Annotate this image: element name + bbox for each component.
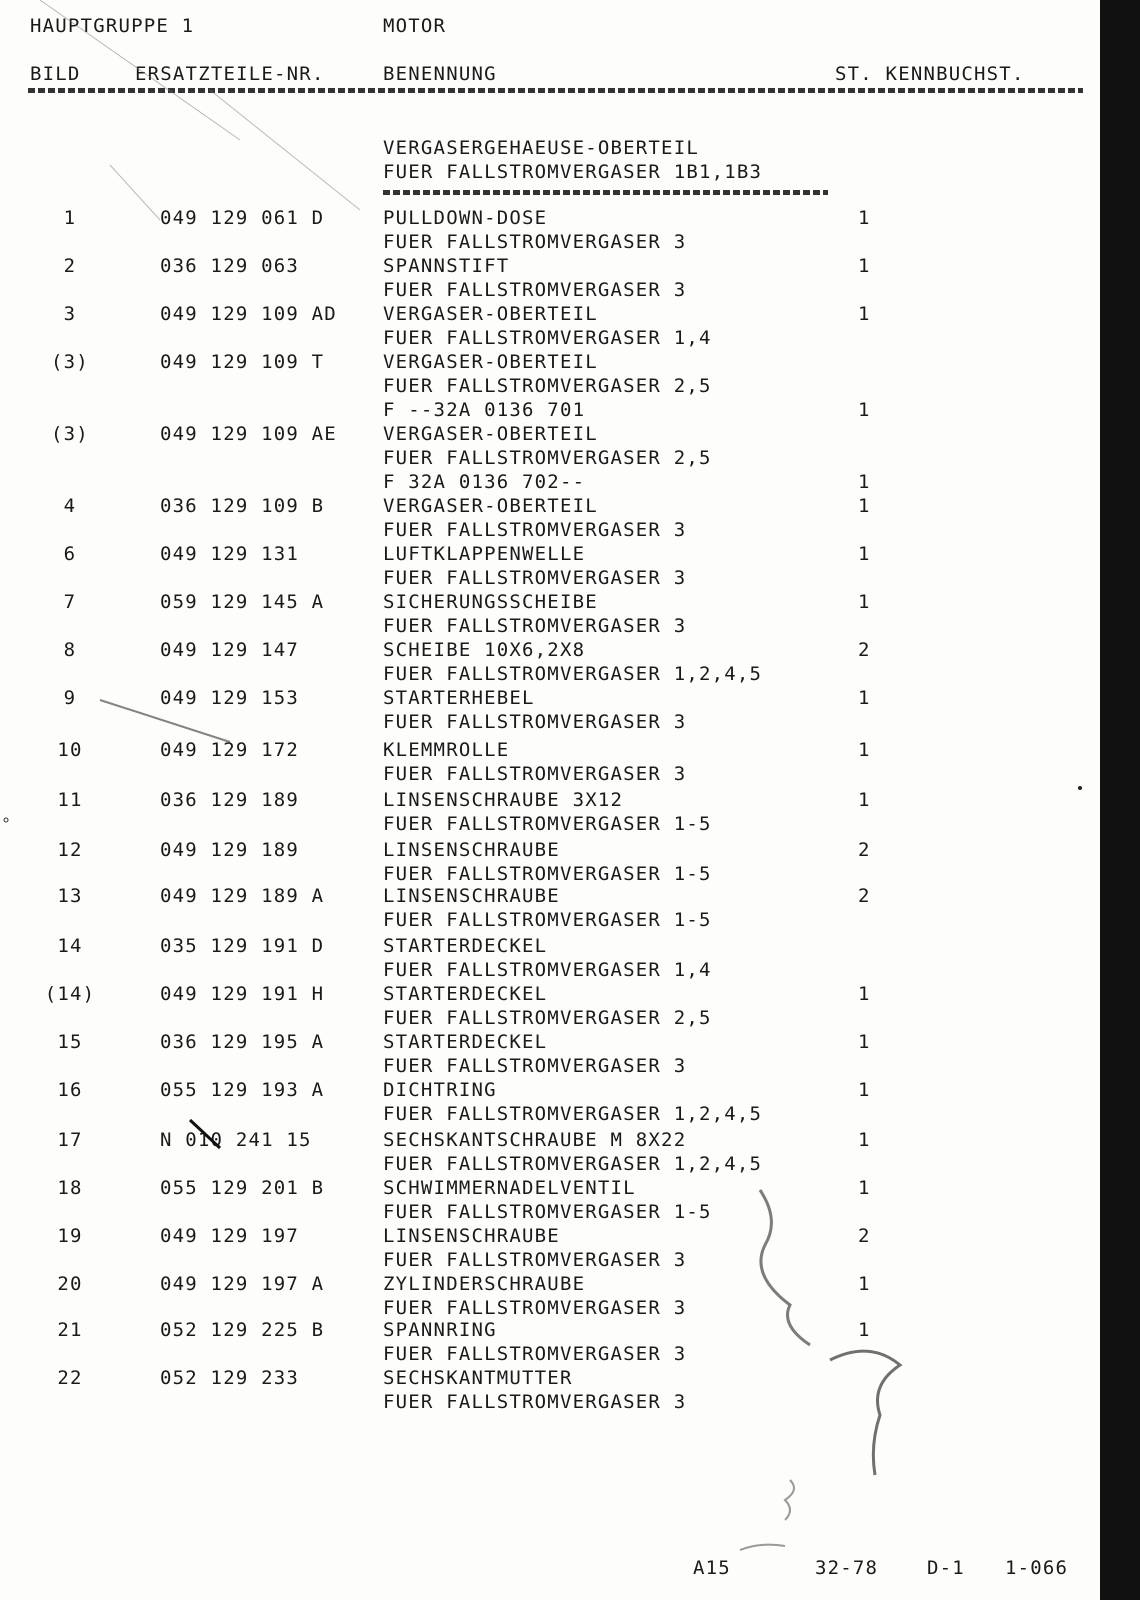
item-quantity: 1: [858, 255, 871, 277]
item-name: SICHERUNGSSCHEIBE: [383, 591, 598, 613]
item-bild: 16: [57, 1079, 83, 1101]
item-part-number: 035 129 191 D: [160, 935, 325, 957]
item-bild: 15: [57, 1031, 83, 1053]
item-bild: (3): [51, 423, 89, 445]
item-bild: 18: [57, 1177, 83, 1199]
item-bild: 1: [63, 207, 77, 229]
item-part-number: 059 129 145 A: [160, 591, 325, 613]
item-name: VERGASER-OBERTEIL: [383, 351, 598, 373]
item-quantity: 1: [858, 1031, 871, 1053]
item-bild: 11: [57, 789, 83, 811]
item-name: LINSENSCHRAUBE: [383, 839, 560, 861]
item-usage: FUER FALLSTROMVERGASER 1-5: [383, 813, 712, 835]
item-usage: FUER FALLSTROMVERGASER 1,2,4,5: [383, 1153, 763, 1175]
item-part-number: 036 129 109 B: [160, 495, 325, 517]
item-name: DICHTRING: [383, 1079, 497, 1101]
item-part-number: 049 129 147: [160, 639, 300, 661]
item-part-number: 049 129 109 AE: [160, 423, 337, 445]
footer-page-number: 1-066: [1005, 1557, 1069, 1579]
item-part-number: 049 129 197 A: [160, 1273, 325, 1295]
footer-date: 32-78: [815, 1557, 879, 1579]
footer-language: D-1: [927, 1557, 965, 1579]
item-bild: 3: [63, 303, 77, 325]
item-usage: FUER FALLSTROMVERGASER 3: [383, 1391, 687, 1413]
item-usage: FUER FALLSTROMVERGASER 3: [383, 279, 687, 301]
group-name: MOTOR: [383, 15, 447, 37]
item-quantity: 1: [858, 1079, 871, 1101]
item-quantity: 1: [858, 399, 871, 421]
item-part-number: 049 129 153: [160, 687, 300, 709]
column-header-name: BENENNUNG: [383, 63, 497, 85]
item-usage: FUER FALLSTROMVERGASER 1,2,4,5: [383, 1103, 763, 1125]
item-name: VERGASER-OBERTEIL: [383, 495, 598, 517]
item-part-number: 049 129 189: [160, 839, 300, 861]
item-part-number: 049 129 197: [160, 1225, 300, 1247]
item-name: STARTERDECKEL: [383, 1031, 548, 1053]
item-part-number: N 010 241 15: [160, 1129, 312, 1151]
item-part-number: 036 129 195 A: [160, 1031, 325, 1053]
item-bild: 10: [57, 739, 83, 761]
item-usage: FUER FALLSTROMVERGASER 2,5: [383, 375, 712, 397]
item-name: KLEMMROLLE: [383, 739, 510, 761]
item-bild: (14): [44, 983, 96, 1005]
item-part-number: 049 129 109 AD: [160, 303, 337, 325]
item-part-number: 049 129 172: [160, 739, 300, 761]
item-name: STARTERDECKEL: [383, 983, 548, 1005]
item-bild: (3): [51, 351, 89, 373]
section-title: VERGASERGEHAEUSE-OBERTEIL: [383, 137, 699, 159]
item-bild: 8: [63, 639, 77, 661]
item-name: SECHSKANTSCHRAUBE M 8X22: [383, 1129, 687, 1151]
item-usage: FUER FALLSTROMVERGASER 2,5: [383, 1007, 712, 1029]
item-serial-range: F 32A 0136 702--: [383, 471, 586, 493]
group-label: HAUPTGRUPPE 1: [30, 15, 195, 37]
item-usage: FUER FALLSTROMVERGASER 2,5: [383, 447, 712, 469]
item-quantity: 1: [858, 207, 871, 229]
item-quantity: 1: [858, 495, 871, 517]
item-bild: 13: [57, 885, 83, 907]
item-part-number: 049 129 189 A: [160, 885, 325, 907]
item-part-number: 052 129 233: [160, 1367, 300, 1389]
item-name: VERGASER-OBERTEIL: [383, 423, 598, 445]
item-bild: 4: [63, 495, 77, 517]
item-name: LINSENSCHRAUBE: [383, 885, 560, 907]
item-quantity: 2: [858, 885, 871, 907]
item-quantity: 1: [858, 983, 871, 1005]
column-header-quantity: ST. KENNBUCHST.: [835, 63, 1025, 85]
scan-edge-shadow: [1100, 0, 1140, 1600]
item-bild: 19: [57, 1225, 83, 1247]
item-quantity: 1: [858, 471, 871, 493]
item-name: VERGASER-OBERTEIL: [383, 303, 598, 325]
item-usage: FUER FALLSTROMVERGASER 3: [383, 1343, 687, 1365]
item-usage: FUER FALLSTROMVERGASER 1-5: [383, 1201, 712, 1223]
item-name: LINSENSCHRAUBE: [383, 1225, 560, 1247]
item-quantity: 2: [858, 839, 871, 861]
item-usage: FUER FALLSTROMVERGASER 1,4: [383, 327, 712, 349]
item-quantity: 1: [858, 1177, 871, 1199]
item-usage: FUER FALLSTROMVERGASER 3: [383, 1297, 687, 1319]
item-usage: FUER FALLSTROMVERGASER 3: [383, 615, 687, 637]
item-bild: 14: [57, 935, 83, 957]
item-name: LUFTKLAPPENWELLE: [383, 543, 586, 565]
item-name: ZYLINDERSCHRAUBE: [383, 1273, 586, 1295]
section-subtitle: FUER FALLSTROMVERGASER 1B1,1B3: [383, 161, 763, 183]
item-part-number: 049 129 131: [160, 543, 300, 565]
item-quantity: 1: [858, 543, 871, 565]
item-name: LINSENSCHRAUBE 3X12: [383, 789, 624, 811]
item-quantity: 2: [858, 1225, 871, 1247]
item-name: STARTERHEBEL: [383, 687, 535, 709]
item-quantity: 2: [858, 639, 871, 661]
item-bild: 2: [63, 255, 77, 277]
item-usage: FUER FALLSTROMVERGASER 3: [383, 519, 687, 541]
item-name: SPANNSTIFT: [383, 255, 510, 277]
item-part-number: 036 129 063: [160, 255, 300, 277]
item-part-number: 052 129 225 B: [160, 1319, 325, 1341]
item-name: SPANNRING: [383, 1319, 497, 1341]
item-bild: 20: [57, 1273, 83, 1295]
item-bild: 22: [57, 1367, 83, 1389]
item-name: PULLDOWN-DOSE: [383, 207, 548, 229]
item-quantity: 1: [858, 1273, 871, 1295]
item-quantity: 1: [858, 1129, 871, 1151]
item-name: SECHSKANTMUTTER: [383, 1367, 573, 1389]
item-usage: FUER FALLSTROMVERGASER 3: [383, 763, 687, 785]
item-bild: 9: [63, 687, 77, 709]
item-bild: 12: [57, 839, 83, 861]
item-quantity: 1: [858, 1319, 871, 1341]
item-name: STARTERDECKEL: [383, 935, 548, 957]
item-usage: FUER FALLSTROMVERGASER 3: [383, 1055, 687, 1077]
footer-code: A15: [693, 1557, 731, 1579]
item-quantity: 1: [858, 739, 871, 761]
item-serial-range: F --32A 0136 701: [383, 399, 586, 421]
item-quantity: 1: [858, 789, 871, 811]
item-name: SCHWIMMERNADELVENTIL: [383, 1177, 636, 1199]
item-part-number: 055 129 193 A: [160, 1079, 325, 1101]
item-quantity: 1: [858, 303, 871, 325]
item-part-number: 049 129 191 H: [160, 983, 325, 1005]
item-name: SCHEIBE 10X6,2X8: [383, 639, 586, 661]
item-quantity: 1: [858, 591, 871, 613]
item-part-number: 049 129 061 D: [160, 207, 325, 229]
item-usage: FUER FALLSTROMVERGASER 1,2,4,5: [383, 663, 763, 685]
item-quantity: 1: [858, 687, 871, 709]
item-bild: 17: [57, 1129, 83, 1151]
item-usage: FUER FALLSTROMVERGASER 1-5: [383, 863, 712, 885]
item-bild: 21: [57, 1319, 83, 1341]
column-header-part-number: ERSATZTEILE-NR.: [135, 63, 325, 85]
column-header-bild: BILD: [30, 63, 81, 85]
item-usage: FUER FALLSTROMVERGASER 3: [383, 231, 687, 253]
item-usage: FUER FALLSTROMVERGASER 1-5: [383, 909, 712, 931]
item-usage: FUER FALLSTROMVERGASER 3: [383, 1249, 687, 1271]
item-part-number: 049 129 109 T: [160, 351, 325, 373]
item-bild: 6: [63, 543, 77, 565]
item-part-number: 055 129 201 B: [160, 1177, 325, 1199]
item-usage: FUER FALLSTROMVERGASER 3: [383, 711, 687, 733]
item-bild: 7: [63, 591, 77, 613]
item-usage: FUER FALLSTROMVERGASER 1,4: [383, 959, 712, 981]
item-part-number: 036 129 189: [160, 789, 300, 811]
item-usage: FUER FALLSTROMVERGASER 3: [383, 567, 687, 589]
